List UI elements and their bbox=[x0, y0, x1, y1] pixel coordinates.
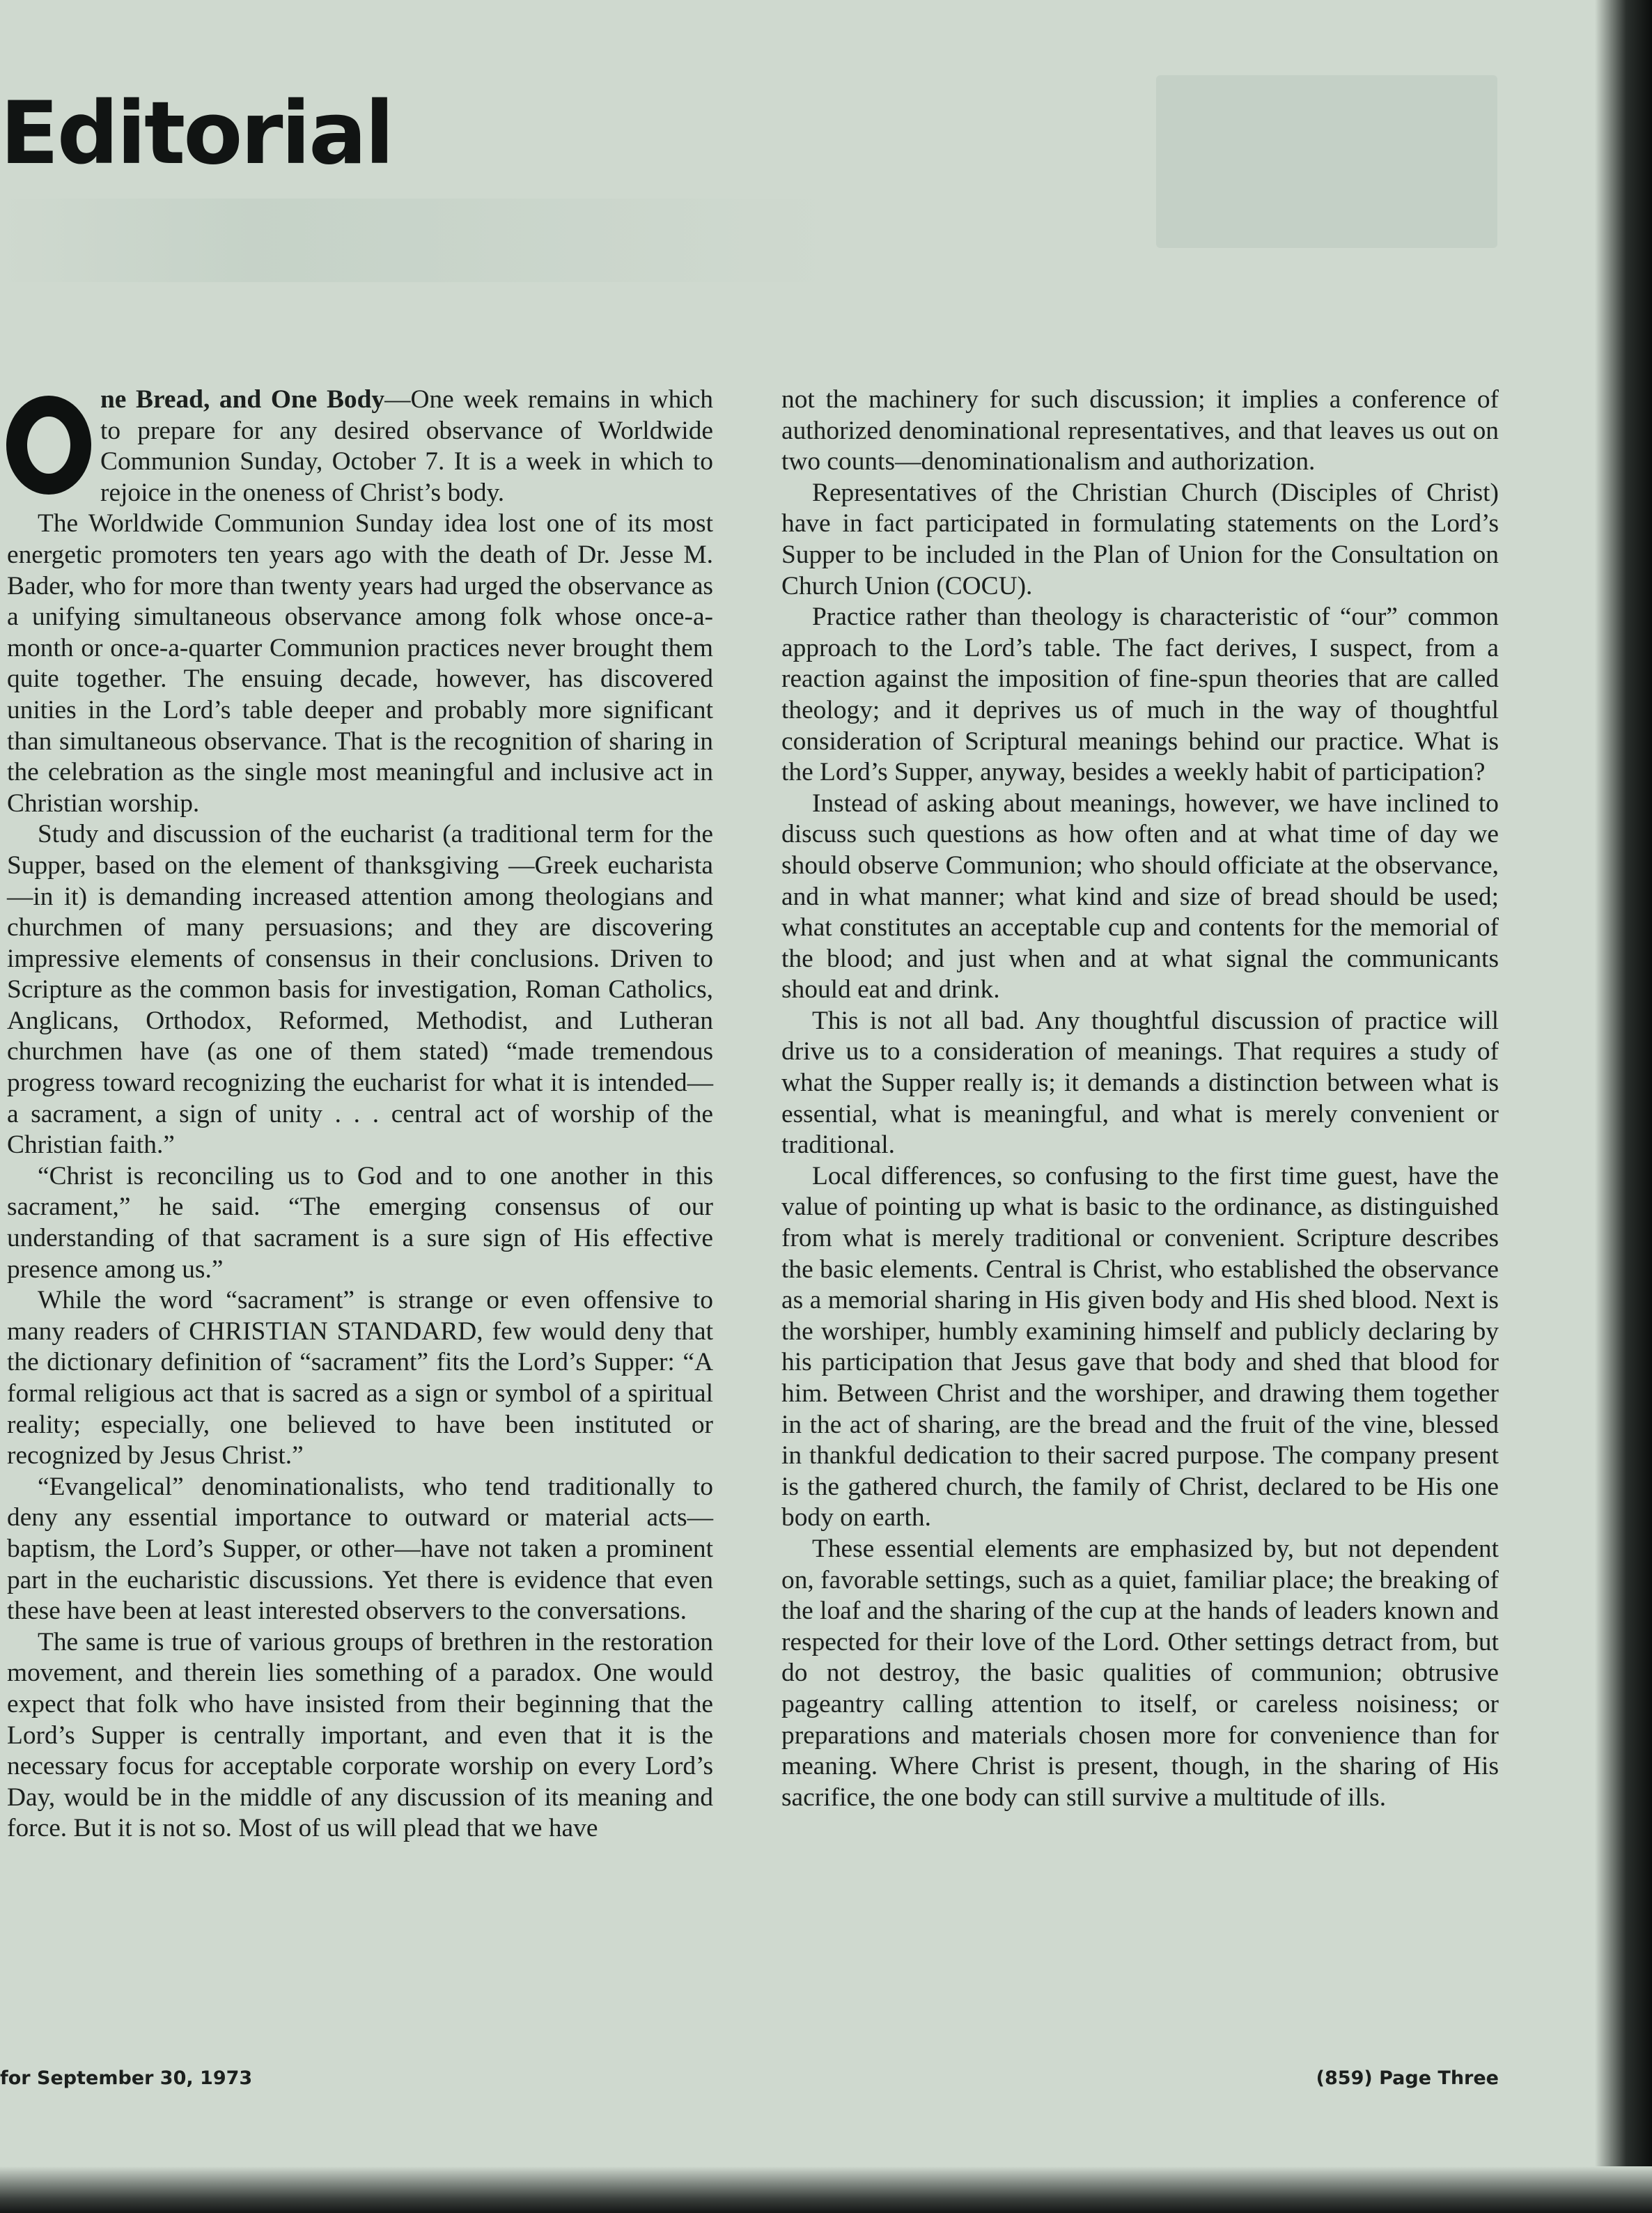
right-paragraph: These essential elements are emphasized by, but not dependent on, favorable settings, such as a quiet, familiar place; the breaking of the loaf and the sharing of the cup at the hands of leaders known and respected for their love of the Lord. Other settings detract from, but do not destroy, the basic qualities of communion; obtrusive pageantry calling attention to itself, or careless noisiness; or preparations and materials chosen more for convenience than for meaning. Where Christ is present, though, in the sharing of His sacrifice, the one body can still survive a multitude of ills. bbox=[781, 1534, 1499, 1812]
scan-dark-edge-right bbox=[1595, 0, 1652, 2213]
right-column bbox=[781, 385, 1499, 1813]
footer-date: for September 30, 1973 bbox=[0, 2067, 253, 2089]
right-paragraph: Local differences, so confusing to the first time guest, have the value of pointing up what is basic to the ordinance, as distinguished from what is merely traditional or convenient. Scripture describes the basic elements. Central is Christ, who established the observance as a memorial sharing in His given body and His shed blood. Next is the worshiper, humbly examining himself and publicly declaring by his participation that Jesus gave that body and shed that blood for him. Between Christ and the worshiper, and drawing them together in the act of sharing, are the bread and the fruit of the vine, blessed in thankful dedication to their sacred purpose. The company present is the gathered church, the family of Christ, declared to be His one body on earth. bbox=[781, 1161, 1499, 1532]
faded-bleed-through-box bbox=[1156, 75, 1497, 248]
right-paragraph: Practice rather than theology is characteristic of “our” common approach to the Lord’s table. The fact derives, I suspect, from a reaction against the imposition of fine-spun theories that are called theology; and it deprives us of much in the way of thoughtful consideration of Scriptural meanings behind our practice. What is the Lord’s Supper, anyway, besides a weekly habit of participation? bbox=[781, 603, 1499, 787]
page-title: Editorial bbox=[0, 84, 393, 184]
left-paragraph: “Evangelical” denominationalists, who tend traditionally to deny any essential importance to outward or material acts—baptism, the Lord’s Supper, or other—have not taken a prominent part in the eucharistic discussions. Yet there is evidence that even these have been at least interested observers to the conversations. bbox=[7, 1472, 713, 1626]
left-paragraph: While the word “sacrament” is strange or even offensive to many readers of CHRISTIAN STANDARD, few would deny that the dictionary definition of “sacrament” fits the Lord’s Supper: “A formal religious act that is sacred as a sign or symbol of a spiritual reality; especially, one believed to have been instituted or recognized by Jesus Christ.” bbox=[7, 1286, 713, 1470]
right-paragraph: Representatives of the Christian Church (Disciples of Christ) have in fact participated in formulating statements on the Lord’s Supper to be included in the Plan of Union for the Consultation on Church Union (COCU). bbox=[781, 478, 1499, 600]
faded-bleed-through-band bbox=[0, 199, 836, 282]
left-paragraph: The same is true of various groups of brethren in the restoration movement, and therein lies something of a paradox. One would expect that folk who have insisted from their beginning that the Lord’s Supper is centrally important, and even that it is the necessary focus for acceptable corporate worship on every Lord’s Day, would be in the middle of any discussion of its meaning and force. But it is not so. Most of us will plead that we have bbox=[7, 1627, 713, 1843]
right-paragraph: This is not all bad. Any thoughtful discussion of practice will drive us to a consideration of meanings. That requires a study of what the Supper really is; it demands a distinction between what is essential, what is meaningful, and what is merely convenient or traditional. bbox=[781, 1006, 1499, 1160]
lead-heading: ne Bread, and One Body bbox=[100, 385, 385, 414]
continued-paragraph: not the machinery for such discussion; it implies a conference of authorized denominational representatives, and that leaves us out on two counts—denominationalism and authorization. bbox=[781, 385, 1499, 476]
drop-cap-o-icon bbox=[3, 386, 95, 504]
footer-page-number: (859) Page Three bbox=[1316, 2067, 1499, 2089]
left-paragraph: Study and discussion of the eucharist (a traditional term for the Supper, based on the element of thanksgiving —Greek eucharista—in it) is demanding increased attention among theologians and churchmen of many persuasions; and they are discovering impressive elements of consensus in their conclusions. Driven to Scripture as the common basis for investigation, Roman Catholics, Anglicans, Orthodox, Reformed, Methodist, and Lutheran churchmen have (as one of them stated) “made tremendous progress toward recognizing the eucharist for what it is intended—a sacrament, a sign of unity . . . central act of worship of the Christian faith.” bbox=[7, 820, 713, 1160]
right-paragraph: Instead of asking about meanings, however, we have inclined to discuss such questions as how often and at what time of day we should observe Communion; who should officiate at the observance, and in what manner; what kind and size of bread should be used; what constitutes an acceptable cup and contents for the memorial of the blood; and just when and at what signal the communicants should eat and drink. bbox=[781, 789, 1499, 1004]
scan-dark-edge-bottom bbox=[0, 2166, 1652, 2213]
left-column bbox=[7, 385, 713, 1845]
lead-text: —One week remains in which to prepare for any desired observance of Worldwide Communion Sunday, October 7. It is a week in which to rejoice in the oneness of Christ’s body. bbox=[100, 385, 713, 507]
left-paragraph: The Worldwide Communion Sunday idea lost one of its most energetic promoters ten years ago with the death of Dr. Jesse M. Bader, who for more than twenty years had urged the observance as a unifying simultaneous observance among folk whose once-a-month or once-a-quarter Communion practices never brought them quite together. The ensuing decade, however, has discovered unities in the Lord’s table deeper and probably more significant than simultaneous observance. That is the recognition of sharing in the celebration as the single most meaningful and inclusive act in Christian worship. bbox=[7, 509, 713, 818]
left-paragraph: “Christ is reconciling us to God and to one another in this sacrament,” he said. “The emerging consensus of our understanding of that sacrament is a sure sign of His effective presence among us.” bbox=[7, 1161, 713, 1284]
lead-paragraph bbox=[7, 385, 713, 508]
